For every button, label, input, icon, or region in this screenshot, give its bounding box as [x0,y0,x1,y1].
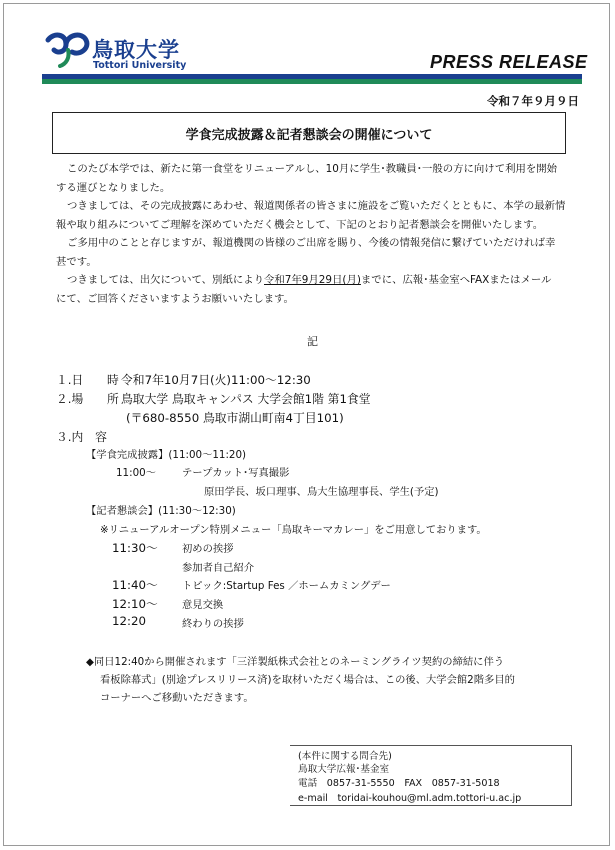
content-label: ３.内 容 [56,430,107,444]
part1-header: 【学食完成披露】(11:00～11:20) [86,449,247,461]
intro-p4: つきましては、出欠について、別紙により令和7年9月29日(月)までに、広報･基金室へFAXまたはメール にて、ご回答くださいますようお願いいたします。 [56,274,552,305]
press-release-label: PRESS RELEASE [430,52,588,72]
part2-note: ※リニューアルオープン特別メニュー「鳥取キーマカレー」をご用意しております。 [100,524,487,536]
intro-paragraphs [56,160,580,308]
schedule-time: 11:30～ [112,541,158,555]
schedule-time: 12:10～ [112,597,158,611]
place-value: 鳥取大学 鳥取キャンパス 大学会館1階 第1食堂 [121,392,371,406]
intro-p2: つきましては、その完成披露にあわせ、報道関係者の皆さまに施設をご覧いただくとともに、本学の最新情 報や取り組みについてご理解を深めていただく機会として、下記のとおり記者懇談会を開催いたします。 [56,200,566,231]
part1-time: 11:00～ [116,467,156,479]
part1-participants: 原田学長、坂口理事、鳥大生協理事長、学生(予定) [204,486,439,498]
university-name-jp: 鳥取大学 [92,38,180,62]
notice-line: ◆同日12:40から開催されます「三洋製紙株式会社とのネーミングライツ契約の締結に伴う [86,656,505,668]
place-address: (〒680-8550 鳥取市湖山町南4丁目101) [126,411,344,425]
contact-box [290,745,572,806]
university-name-en: Tottori University [93,60,187,71]
intro-p1: このたび本学では、新たに第一食堂をリニューアルし、10月に学生･教職員･一般の方に向けて利用を開始 する運びとなりました。 [56,163,558,194]
intro-p3: ご多用中のことと存じますが、報道機関の皆様のご出席を賜り、今後の情報発信に繋げていただければ幸 甚です。 [56,237,556,268]
part1-activity: テープカット･写真撮影 [182,467,290,479]
reply-deadline: 令和7年9月29日(月) [264,274,361,286]
schedule-activity: 終わりの挨拶 [182,618,244,630]
contact-email: e-mail toridai-kouhou@ml.adm.tottori-u.ac.jp [298,793,522,804]
schedule-activity: 意見交換 [182,599,224,611]
notice-line: コーナーへご移動いただきます。 [100,692,254,704]
ki-heading: 記 [307,335,318,348]
header-rule-green [42,79,582,84]
university-logo-icon [44,30,90,68]
schedule-activity: トピック:Startup Fes ／ホームカミングデー [182,580,391,592]
date-label: １.日 時 [56,373,119,387]
contact-heading: (本件に関する問合先) [298,751,392,762]
date-value: 令和7年10月7日(火)11:00～12:30 [121,373,311,387]
release-date: 令和７年９月９日 [487,94,579,108]
schedule-time: 12:20 [112,614,146,628]
schedule-time: 11:40～ [112,578,158,592]
schedule-activity: 参加者自己紹介 [182,562,255,574]
notice-line: 看板除幕式」(別途プレスリリース済)を取材いただく場合は、この後、大学会館2階多目的 [100,674,515,686]
place-label: ２.場 所 [56,392,119,406]
contact-office: 鳥取大学広報･基金室 [298,764,390,775]
document-title: 学食完成披露＆記者懇談会の開催について [52,112,566,154]
schedule-activity: 初めの挨拶 [182,543,234,555]
part2-header: 【記者懇談会】(11:30～12:30) [86,505,236,517]
contact-phone-fax: 電話 0857-31-5550 FAX 0857-31-5018 [298,778,500,789]
